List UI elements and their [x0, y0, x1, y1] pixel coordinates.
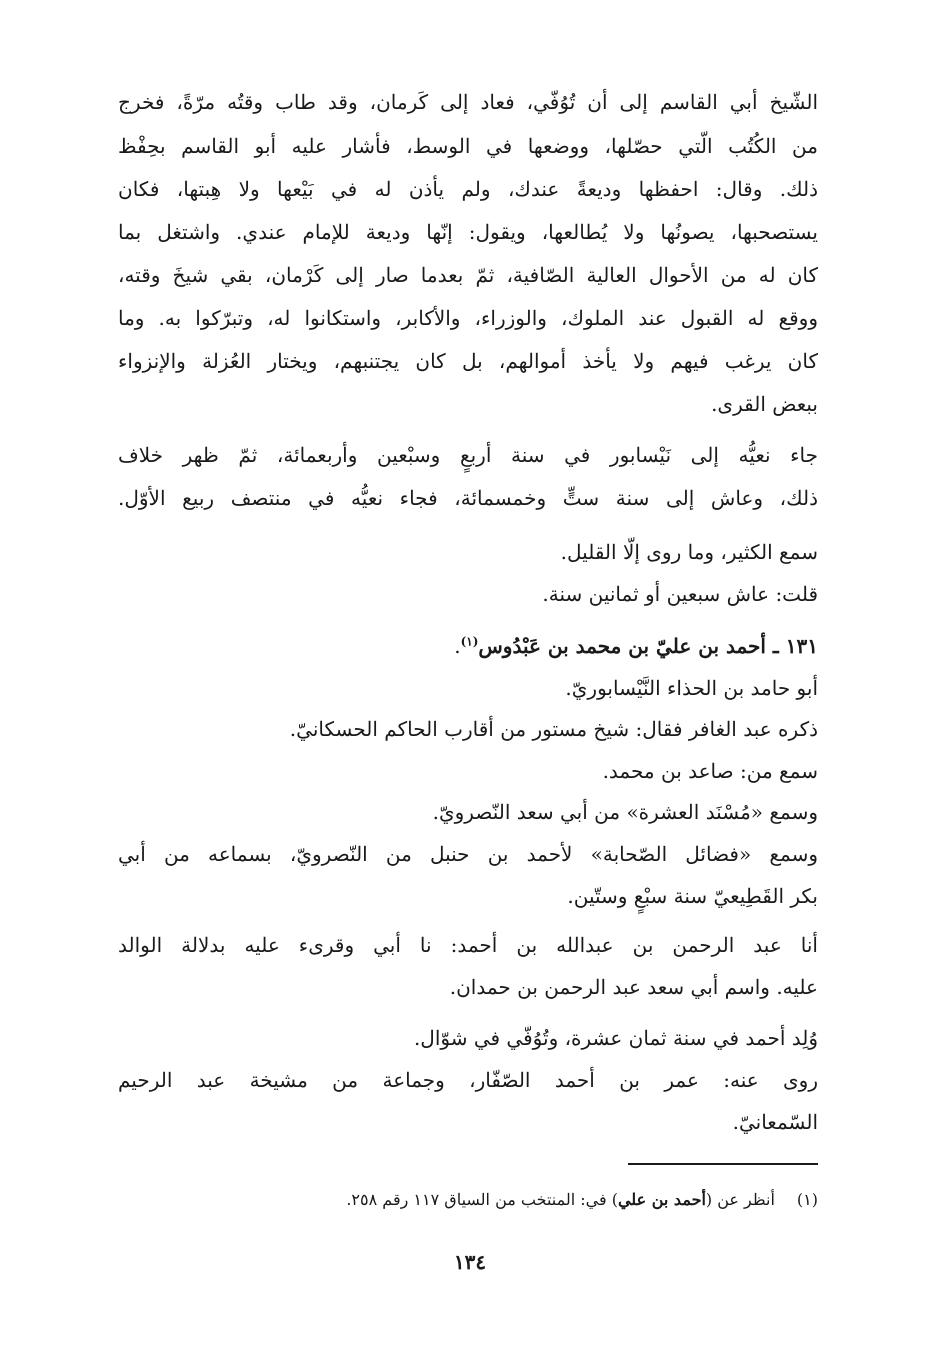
text-line: أنا عبد الرحمن بن عبدالله بن أحمد: نا أبي وقرىء عليه بدلالة الوالد [118, 933, 818, 957]
footnote-suffix: ) في: المنتخب من السياق ١١٧ رقم ٢٥٨. [346, 1190, 618, 1209]
text-line: وسمع «فضائل الصّحابة» لأحمد بن حنبل من النّصرويّ، بسماعه من أبي [118, 842, 818, 866]
text-line: قلت: عاش سبعين أو ثمانين سنة. [542, 582, 818, 606]
entry-title [454, 626, 818, 666]
text-line: بكر القَطِيعيّ سنة سبْعٍ وستّين. [567, 884, 818, 908]
text-line: عليه. واسم أبي سعد عبد الرحمن بن حمدان. [449, 975, 818, 999]
entry-title-text: ١٣١ ـ أحمد بن عليّ بن محمد بن عَبْدُوس [478, 634, 818, 658]
text-line: روى عنه: عمر بن أحمد الصّفّار، وجماعة من مشيخة عبد الرحيم [118, 1068, 818, 1092]
text-line: يستصحبها، يصونُها ولا يُطالعها، ويقول: إنّها وديعة للإمام عندي. واشتغل بما [118, 220, 818, 244]
text-line: ذلك، وعاش إلى سنة ستٍّ وخمسمائة، فجاء نعيُّه في منتصف ربيع الأوّل. [118, 486, 818, 510]
footnote-bold-name: أحمد بن علي [617, 1190, 706, 1209]
text-line: الشّيخ أبي القاسم إلى أن تُوُفّي، فعاد إلى كَرمان، وقد طاب وقتُه مرّةً، فخرج [118, 90, 818, 114]
text-line: جاء نعيُّه إلى نَيْسابور في سنة أربعٍ وسبْعين وأربعمائة، ثمّ ظهر خلاف [118, 443, 818, 467]
text-line: سمع الكثير، وما روى إلّا القليل. [560, 540, 818, 564]
text-line: السّمعانيّ. [732, 1110, 818, 1134]
text-line: سمع من: صاعد بن محمد. [602, 759, 818, 783]
text-line: أبو حامد بن الحذاء النَّيْسابوريّ. [565, 676, 818, 700]
text-line: كان له من الأحوال العالية الصّافية، ثمّ بعدما صار إلى كَرْمان، بقي شيخَ وقته، [118, 263, 818, 287]
text-line: ذلك. وقال: احفظها وديعةً عندك، ولم يأذن له في بَيْعها ولا هِبتها، فكان [118, 177, 818, 201]
footnote-separator [628, 1163, 818, 1165]
page-number: ١٣٤ [453, 1250, 487, 1274]
entry-title-end: . [454, 634, 461, 658]
text-line: وُلِد أحمد في سنة ثمان عشرة، وتُوُفّي في شوّال. [413, 1026, 818, 1050]
text-line: ذكره عبد الغافر فقال: شيخ مستور من أقارب الحاكم الحسكانيّ. [289, 717, 818, 741]
footnote-marker: (١) [460, 634, 479, 649]
text-line: كان يرغب فيهم ولا يأخذ أموالهم، بل كان يجتنبهم، ويختار العُزلة والإنزواء [118, 349, 818, 373]
footnote-number: (١) [796, 1190, 818, 1209]
footnote-prefix: أنظر عن ( [705, 1190, 775, 1209]
text-line: وسمع «مُسْنَد العشرة» من أبي سعد النّصرويّ. [432, 800, 818, 824]
text-line: ووقع له القبول عند الملوك، والوزراء، والأكابر، واستكانوا له، وتبرّكوا به. وما [118, 306, 818, 330]
text-line: ببعض القرى. [711, 392, 818, 416]
text-line: من الكُتُب الّتي حصّلها، ووضعها في الوسط، فأشار عليه أبو القاسم بحِفْظ [118, 134, 818, 158]
footnote [346, 1187, 818, 1213]
